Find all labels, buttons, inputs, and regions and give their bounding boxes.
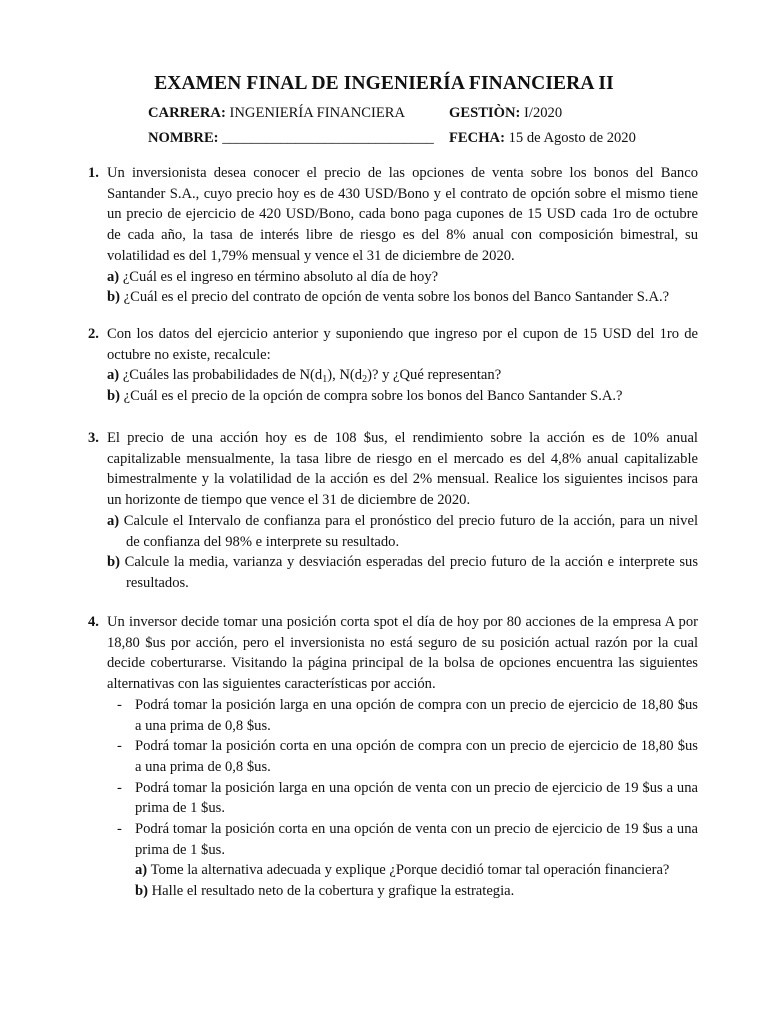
part-label: b) — [107, 554, 120, 571]
question-3 — [88, 428, 698, 594]
question-part — [107, 552, 698, 593]
bullet-dash: - — [117, 738, 122, 755]
gestion-value: I/2020 — [524, 105, 563, 121]
fecha-label: FECHA: — [449, 130, 505, 146]
part-text: Calcule la media, varianza y desviación esperadas del precio futuro de la acción e interprete sus resultados. — [124, 554, 698, 591]
alternatives-list — [107, 695, 698, 902]
carrera-line — [148, 103, 405, 124]
question-number: 4. — [88, 614, 99, 630]
list-item-text: Podrá tomar la posición larga en una opción de venta con un precio de ejercicio de 19 $us a una prima de 1 $us. — [135, 779, 698, 817]
question-text: Con los datos del ejercicio anterior y suponiendo que ingreso por el cupon de 15 USD del 1ro de octubre no existe, recalcule: — [107, 326, 698, 363]
nombre-label: NOMBRE: — [148, 130, 219, 146]
part-label: b) — [107, 289, 120, 306]
part-text: Halle el resultado neto de la cobertura y grafique la estrategia. — [151, 883, 515, 900]
question-part — [135, 860, 698, 881]
part-text-post: )? y ¿Qué representan? — [367, 367, 502, 384]
question-number: 2. — [88, 326, 99, 342]
list-item — [107, 695, 698, 736]
question-part — [107, 267, 698, 288]
list-item — [107, 778, 698, 819]
carrera-label: CARRERA: — [148, 105, 226, 121]
question-part — [107, 386, 698, 407]
question-part — [107, 365, 698, 386]
list-item — [107, 819, 698, 860]
question-4 — [88, 612, 698, 902]
gestion-line — [449, 103, 562, 124]
part-label: b) — [107, 388, 120, 405]
gestion-label: GESTIÒN: — [449, 105, 521, 121]
part-text-mid: ), N(d — [327, 367, 363, 384]
part-label: a) — [107, 268, 120, 285]
nombre-line — [148, 128, 434, 149]
part-text-pre: ¿Cuáles las probabilidades de N(d — [122, 367, 323, 384]
question-text: Un inversionista desea conocer el precio de las opciones de venta sobre los bonos del Banco Santander S.A., cuyo precio hoy es de 430 USD/Bono y el contrato de opción sobre el mismo tiene un precio de ejercicio de 420 USD/Bono, cada bono paga cupones de 15 USD cada 1ro de octubre de cada año, la tasa de interés libre de riesgo es del 8% anual con composición bimestral, su volatilidad es del 1,79% mensual y vence el 31 de diciembre de 2020. — [107, 165, 698, 264]
bullet-dash: - — [117, 779, 122, 796]
exam-title: EXAMEN FINAL DE INGENIERÍA FINANCIERA II — [154, 73, 614, 94]
bullet-dash: - — [117, 696, 122, 713]
question-2 — [88, 324, 698, 407]
part-text: Tome la alternativa adecuada y explique ¿Porque decidió tomar tal operación financiera? — [150, 862, 670, 879]
part-label: a) — [107, 512, 120, 529]
list-item — [107, 736, 698, 777]
part-label: a) — [135, 862, 148, 879]
part-label: b) — [135, 883, 148, 900]
question-text: Un inversor decide tomar una posición corta spot el día de hoy por 80 acciones de la empresa A por 18,80 $us por acción, pero el inversionista no está seguro de su posición actual razón por la cual decide coberturarse. Visitando la página principal de la bolsa de opciones encuentra las siguientes alternativas con las siguientes características por acción. — [107, 614, 698, 693]
bullet-dash: - — [117, 821, 122, 838]
fecha-line — [449, 128, 636, 149]
nombre-blank: _____________________________ — [222, 130, 434, 146]
question-part — [107, 511, 698, 552]
list-item-text: Podrá tomar la posición larga en una opción de compra con un precio de ejercicio de 18,80 $us a una prima de 0,8 $us. — [135, 696, 698, 734]
question-number: 3. — [88, 430, 99, 446]
part-text: ¿Cuál es el ingreso en término absoluto al día de hoy? — [122, 268, 439, 285]
list-item-text: Podrá tomar la posición corta en una opción de venta con un precio de ejercicio de 19 $us a una prima de 1 $us. — [135, 821, 698, 858]
subscript-1: 1 — [322, 374, 328, 386]
fecha-value: 15 de Agosto de 2020 — [508, 130, 636, 146]
list-item-text: Podrá tomar la posición corta en una opción de compra con un precio de ejercicio de 18,80 $us a una prima de 0,8 $us. — [135, 738, 698, 775]
question-part — [135, 881, 698, 902]
question-text: El precio de una acción hoy es de 108 $us, el rendimiento sobre la acción es de 10% anual capitalizable mensualmente, la tasa libre de riesgo en el mercado es del 4,8% anual capitalizable bimestralmente y la volatilidad de la acción es del 2% mensual. Realice los siguientes incisos para un horizonte de tiempo que vence el 31 de diciembre de 2020. — [107, 430, 698, 509]
question-1 — [88, 163, 698, 308]
part-text: ¿Cuál es el precio del contrato de opción de venta sobre los bonos del Banco Santander S.A.? — [123, 289, 670, 306]
part-text: Calcule el Intervalo de confianza para el pronóstico del precio futuro de la acción, para un nivel de confianza del 98% e interprete su resultado. — [123, 512, 698, 550]
part-label: a) — [107, 367, 120, 384]
carrera-value: INGENIERÍA FINANCIERA — [229, 105, 406, 121]
part-text: ¿Cuál es el precio de la opción de compra sobre los bonos del Banco Santander S.A.? — [123, 388, 623, 405]
question-part — [107, 287, 698, 308]
question-number: 1. — [88, 165, 99, 181]
subscript-2: 2 — [362, 374, 368, 386]
